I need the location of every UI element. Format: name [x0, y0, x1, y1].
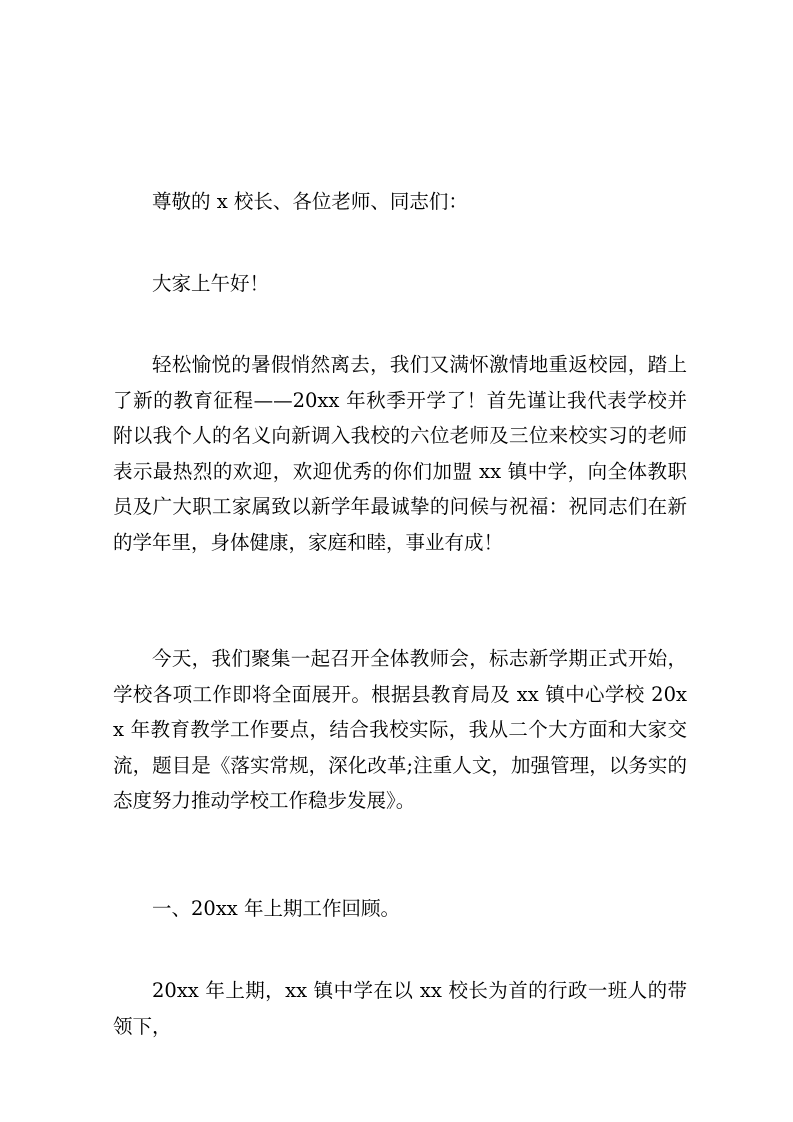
greeting: 大家上午好！	[152, 272, 270, 295]
meeting-intro-paragraph: 今天，我们聚集一起召开全体教师会，标志新学期正式开始，学校各项工作即将全面展开。根据县教育局及 xx 镇中心学校 20xx 年教育教学工作要点，结合我校实际，我从二个大方面和大家交流，题目是《落实常规，深化改革;注重人文，加强管理，以务实的态度努力推动学校工作稳步发展》。	[113, 647, 687, 812]
salutation: 尊敬的 x 校长、各位老师、同志们：	[152, 190, 468, 213]
welcome-paragraph: 轻松愉悦的暑假悄然离去，我们又满怀激情地重返校园，踏上了新的教育征程——20xx 年秋季开学了！首先谨让我代表学校并附以我个人的名义向新调入我校的六位老师及三位来校实习的老师表示最热烈的欢迎，欢迎优秀的你们加盟 xx 镇中学，向全体教职员及广大职工家属致以新学年最诚挚的问候与祝福：祝同志们在新的学年里，身体健康，家庭和睦，事业有成！	[113, 353, 687, 554]
section-heading-review: 一、20xx 年上期工作回顾。	[152, 897, 401, 920]
review-paragraph: 20xx 年上期，xx 镇中学在以 xx 校长为首的行政一班人的带领下，	[113, 979, 687, 1038]
